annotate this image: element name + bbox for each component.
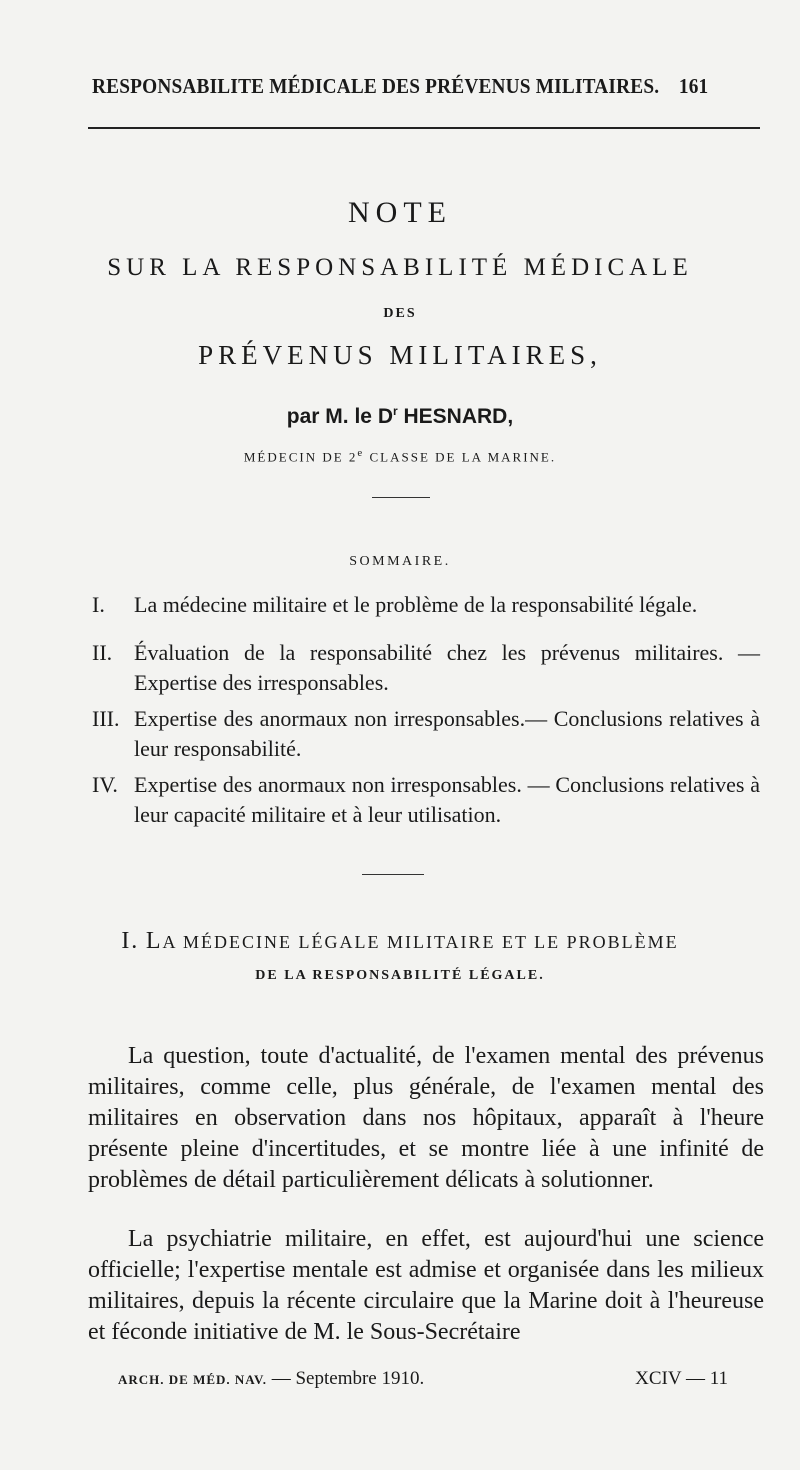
section-first-letter: L — [145, 928, 163, 954]
title-prevenus: PRÉVENUS MILITAIRES, — [198, 340, 602, 370]
summary-item-text: La médecine militaire et le problème de la responsabilité légale. — [134, 592, 698, 617]
summary-item-number: II. — [92, 640, 113, 665]
section-number: I. — [121, 928, 140, 954]
body-paragraph: La question, toute d'actualité, de l'examen mental des prévenus militaires, comme celle, plus générale, de l'examen mental des militaires en observation dans nos hôpitaux, apparaît à l'heure présente pleine d'incertitudes, et se montre liée à une infinité de problèmes de détail particulièrement délicats à solutionner. — [88, 1043, 764, 1193]
footer-journal: ARCH. DE MÉD. NAV. — [118, 1372, 267, 1387]
summary-item-number: IV. — [92, 772, 118, 797]
rank-suffix: CLASSE DE LA MARINE. — [364, 449, 557, 465]
footer-date: — Septembre 1910. — [271, 1368, 425, 1389]
footer — [118, 1368, 728, 1390]
author-byline — [0, 404, 800, 429]
title-des: DES — [383, 306, 417, 321]
title-subject: SUR LA RESPONSABILITÉ MÉDICALE — [107, 254, 693, 281]
header-rule — [88, 127, 760, 129]
summary-item-text: Évaluation de la responsabilité chez les prévenus militaires. — Expertise des irresponsables. — [134, 640, 760, 695]
footer-citation — [118, 1368, 424, 1390]
summary-heading: SOMMAIRE. — [349, 554, 451, 569]
body-paragraph: La psychiatrie militaire, en effet, est aujourd'hui une science officielle; l'expertise mentale est admise et organisée dans les milieux militaires, depuis la récente circulaire que la Marine doit à l'heureuse et féconde initiative de M. le Sous-Secrétaire — [88, 1226, 764, 1345]
rank-sup: e — [357, 447, 365, 459]
summary-item-text: Expertise des anormaux non irresponsables. — Conclusions relatives à leur capacité militaire et à leur utilisation. — [134, 772, 760, 827]
summary-item-number: III. — [92, 706, 120, 731]
section-heading — [0, 928, 800, 955]
running-header — [92, 74, 708, 99]
running-title: RESPONSABILITE MÉDICALE DES PRÉVENUS MILITAIRES. — [92, 74, 660, 98]
summary-item-text: Expertise des anormaux non irresponsables.— Conclusions relatives à leur responsabilité. — [134, 706, 760, 761]
rank-prefix: MÉDECIN DE 2 — [243, 449, 358, 465]
summary-item-number: I. — [92, 592, 105, 617]
title-note: NOTE — [348, 196, 452, 229]
byline-prefix: par M. le D — [286, 405, 393, 428]
byline-sup: r — [393, 404, 398, 418]
section-heading-line2: DE LA RESPONSABILITÉ LÉGALE. — [255, 968, 545, 983]
author-name: HESNARD, — [397, 405, 514, 428]
footer-volume: XCIV — 11 — [635, 1368, 728, 1389]
separator-rule — [362, 874, 424, 875]
page-number: 161 — [678, 74, 709, 98]
author-rank — [0, 447, 800, 465]
separator-rule — [372, 497, 430, 498]
section-heading-rest: A MÉDECINE LÉGALE MILITAIRE ET LE PROBLÈME — [162, 932, 679, 952]
